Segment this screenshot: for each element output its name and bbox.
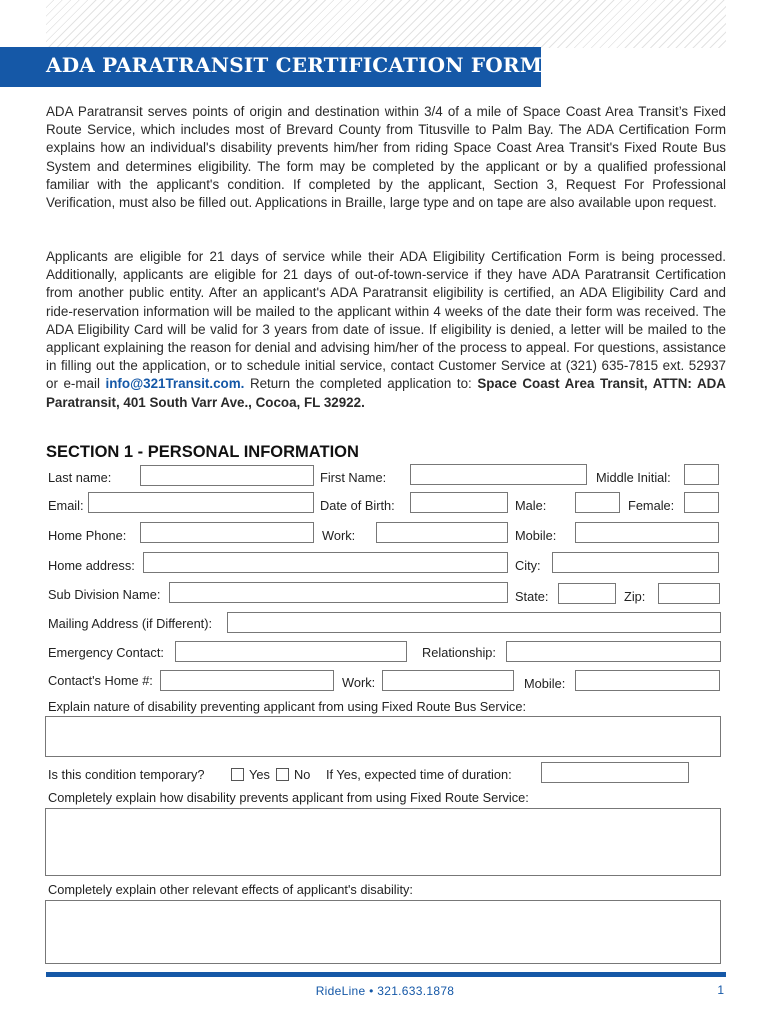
dob-field[interactable] [410, 492, 508, 513]
contact-work-field[interactable] [382, 670, 514, 691]
intro-paragraph-1: ADA Paratransit serves points of origin and destination within 3/4 of a mile of Space Coast Area Transit’s Fixed Route Service, which includes most of Brevard County from Titusville to Palm Bay. The ADA Certification Form explains how an individual's disability prevents him/her from riding Space Coast Area Transit's Fixed Route Bus System and determines eligibility. The form may be completed by the applicant or by a qualified professional familiar with the applicant's condition. If completed by the applicant, Section 3, Request For Professional Verification, must also be filled out. Applications in Braille, large type and on tape are also available upon request. [46, 104, 726, 211]
temporary-yes-checkbox[interactable] [231, 768, 244, 781]
return-text: Return the completed application to: [249, 376, 472, 392]
contact-mobile-label: Mobile: [524, 676, 566, 691]
temporary-yes-label: Yes [249, 767, 270, 782]
explain-how-label: Completely explain how disability prevents applicant from using Fixed Route Service: [48, 790, 529, 805]
email-label: Email: [48, 498, 84, 513]
contact-work-label: Work: [342, 675, 376, 690]
state-field[interactable] [558, 583, 616, 604]
relationship-field[interactable] [506, 641, 721, 662]
female-label: Female: [628, 498, 675, 513]
dob-label: Date of Birth: [320, 498, 395, 513]
mobile-field[interactable] [575, 522, 719, 543]
intro-paragraph-2-text: Applicants are eligible for 21 days of service while their ADA Eligibility Certification Form is being processed. Additionally, applicants are eligible for 21 days of out-of-town-service if they have ADA Paratransit Certification from another public entity. After an applicant's ADA Paratransit eligibility is certified, an ADA Eligibility Card and ride-reservation information will be mailed to the applicant within 4 weeks of the date their form was received. The ADA Eligibility Card will be valid for 3 years from date of issue. If eligibility is denied, a letter will be mailed to the applicant explaining the reason for denial and advising him/her of the process to appeal. For questions, assistance in filling out the application, or to schedule initial service, contact Customer Service at (321) 635-7815 ext. 52937 or e-mail [46, 249, 726, 392]
duration-label: If Yes, expected time of duration: [326, 767, 512, 782]
footer-rideline: RideLine • 321.633.1878 [315, 984, 455, 998]
intro-paragraph-2 [46, 248, 726, 412]
home-address-field[interactable] [143, 552, 508, 573]
mailing-address-field[interactable] [227, 612, 721, 633]
temporary-no-label: No [294, 767, 311, 782]
home-address-label: Home address: [48, 558, 135, 573]
contact-home-field[interactable] [160, 670, 334, 691]
state-label: State: [515, 589, 549, 604]
city-label: City: [515, 558, 541, 573]
temporary-label: Is this condition temporary? [48, 767, 205, 782]
email-field[interactable] [88, 492, 314, 513]
work-phone-label: Work: [322, 528, 356, 543]
zip-field[interactable] [658, 583, 720, 604]
subdivision-field[interactable] [169, 582, 508, 603]
mailing-address-label: Mailing Address (if Different): [48, 616, 213, 631]
first-name-label: First Name: [320, 470, 387, 485]
mobile-label: Mobile: [515, 528, 557, 543]
form-title: ADA PARATRANSIT CERTIFICATION FORM [46, 53, 543, 77]
female-field[interactable] [684, 492, 719, 513]
middle-initial-field[interactable] [684, 464, 719, 485]
emergency-contact-field[interactable] [175, 641, 407, 662]
first-name-field[interactable] [410, 464, 587, 485]
last-name-label: Last name: [48, 470, 112, 485]
return-address: Space Coast Area Transit, ATTN: ADA Paratransit, 401 South Varr Ave., Cocoa, FL 32922. [46, 376, 726, 410]
home-phone-field[interactable] [140, 522, 314, 543]
email-link[interactable]: info@321Transit.com. [105, 376, 245, 392]
middle-initial-label: Middle Initial: [596, 470, 671, 485]
explain-how-textarea[interactable] [45, 808, 721, 876]
page-number: 1 [717, 983, 724, 997]
relationship-label: Relationship: [422, 645, 496, 660]
male-field[interactable] [575, 492, 620, 513]
footer-divider [46, 972, 726, 977]
header-hatch-pattern [46, 0, 726, 48]
explain-other-textarea[interactable] [45, 900, 721, 964]
male-label: Male: [515, 498, 547, 513]
zip-label: Zip: [624, 589, 646, 604]
explain-other-label: Completely explain other relevant effects of applicant's disability: [48, 882, 413, 897]
last-name-field[interactable] [140, 465, 314, 486]
section-1-title: SECTION 1 - PERSONAL INFORMATION [46, 443, 359, 461]
city-field[interactable] [552, 552, 719, 573]
temporary-no-checkbox[interactable] [276, 768, 289, 781]
contact-home-label: Contact's Home #: [48, 673, 153, 688]
emergency-contact-label: Emergency Contact: [48, 645, 164, 660]
explain-nature-label: Explain nature of disability preventing applicant from using Fixed Route Bus Service: [48, 699, 527, 714]
work-phone-field[interactable] [376, 522, 508, 543]
home-phone-label: Home Phone: [48, 528, 127, 543]
explain-nature-textarea[interactable] [45, 716, 721, 757]
contact-mobile-field[interactable] [575, 670, 720, 691]
duration-field[interactable] [541, 762, 689, 783]
subdivision-label: Sub Division Name: [48, 587, 161, 602]
